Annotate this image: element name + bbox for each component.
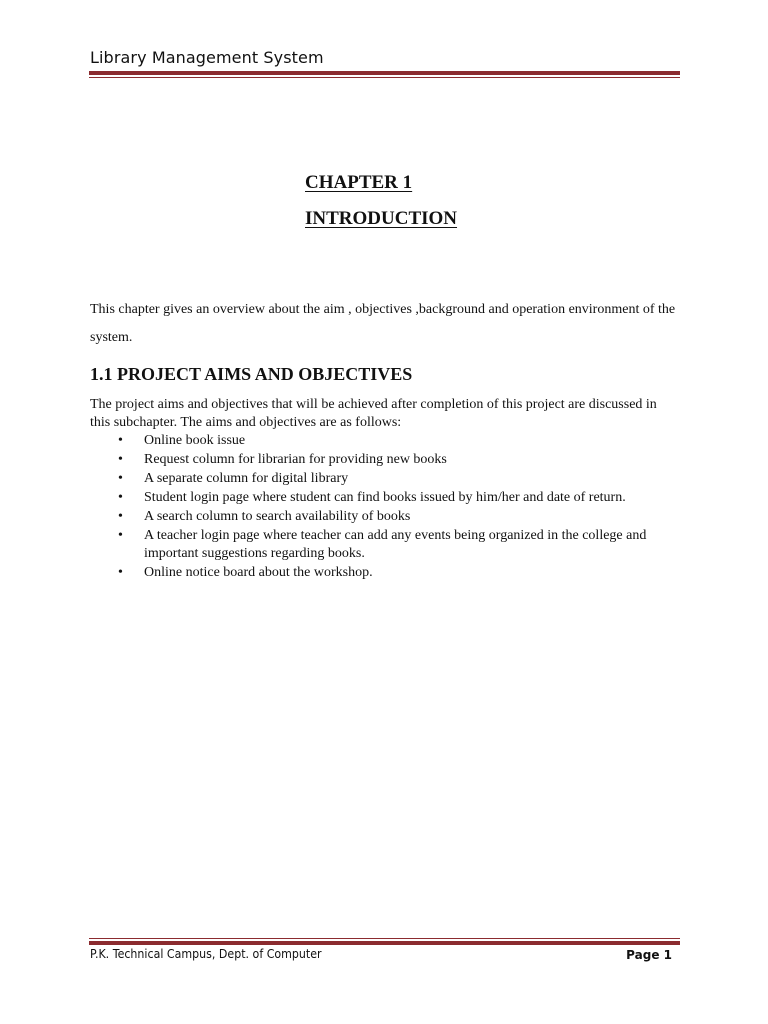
list-item: • A teacher login page where teacher can add any events being organized in the college and important suggestions regarding books.: [90, 527, 680, 563]
intro-paragraph: This chapter gives an overview about the aim , objectives ,background and operation environment of the system.: [90, 302, 676, 345]
list-item: • A search column to search availability of books: [90, 508, 680, 526]
list-item: • Student login page where student can find books issued by him/her and date of return.: [90, 489, 680, 507]
section-heading: 1.1 PROJECT AIMS AND OBJECTIVES: [90, 364, 413, 384]
section-paragraph: The project aims and objectives that will be achieved after completion of this project are discussed in this subchapter. The aims and objectives are as follows:: [90, 397, 657, 430]
footer-institution: P.K. Technical Campus, Dept. of Computer: [90, 947, 322, 961]
chapter-title: INTRODUCTION: [305, 208, 458, 229]
footer-rule: [89, 938, 680, 945]
running-header-title: Library Management System: [90, 48, 324, 67]
chapter-number: CHAPTER 1: [305, 172, 413, 193]
list-item: • Online book issue: [90, 432, 680, 450]
list-item: • Request column for librarian for providing new books: [90, 451, 680, 469]
objectives-list: [90, 432, 680, 583]
list-item: • Online notice board about the workshop.: [90, 564, 680, 582]
page-number: Page 1: [626, 948, 672, 962]
header-rule: [89, 71, 680, 78]
list-item: • A separate column for digital library: [90, 470, 680, 488]
